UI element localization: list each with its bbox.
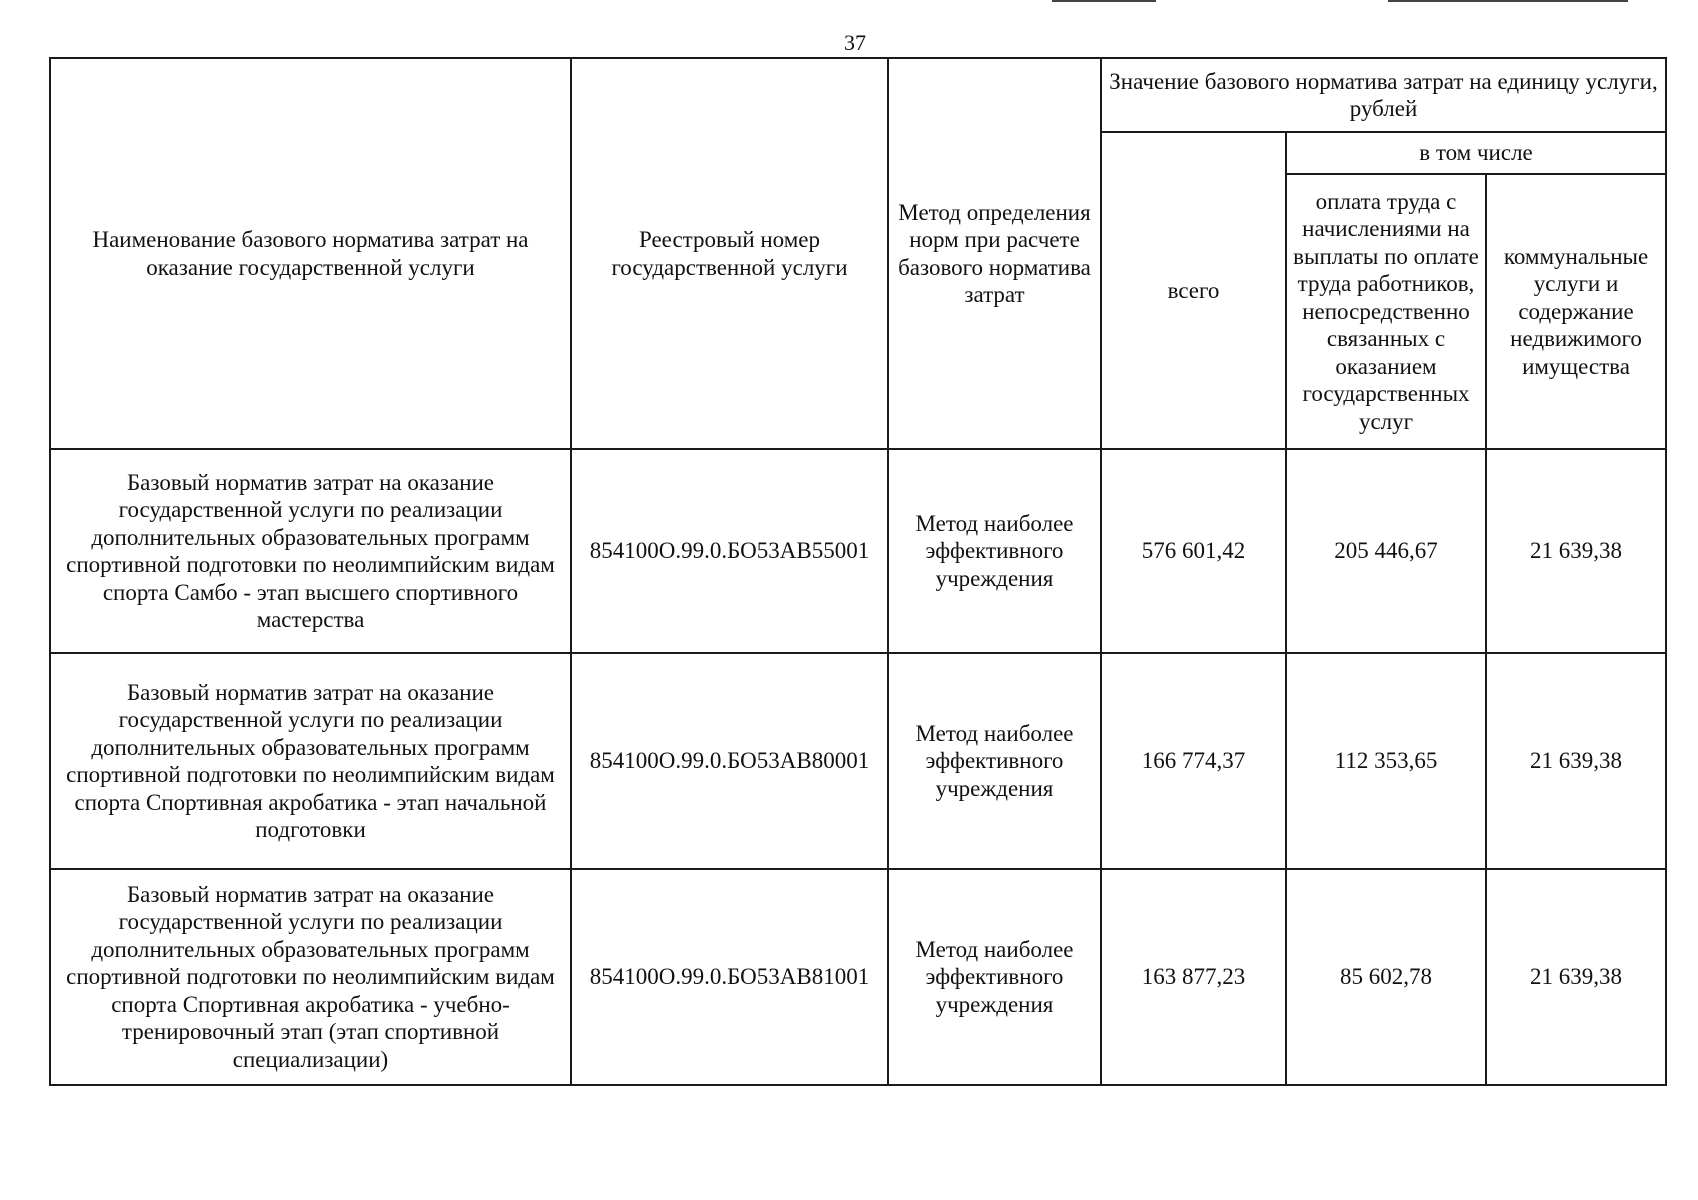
top-edge-rule-right [1388, 0, 1628, 2]
row-total: 166 774,37 [1101, 653, 1286, 869]
row-name: Базовый норматив затрат на оказание государственной услуги по реализации дополнительных образовательных программ спортивной подготовки по неолимпийским видам спорта Самбо - этап высшего спортивного мастерства [50, 449, 571, 653]
row-method: Метод наиболее эффективного учреждения [888, 653, 1101, 869]
top-edge-rule-left [1052, 0, 1156, 2]
row-registry-number: 854100О.99.0.БО53АВ81001 [571, 869, 888, 1085]
row-labor: 205 446,67 [1286, 449, 1486, 653]
header-utilities: коммунальные услуги и содержание недвижимого имущества [1486, 174, 1666, 449]
row-name: Базовый норматив затрат на оказание государственной услуги по реализации дополнительных образовательных программ спортивной подготовки по неолимпийским видам спорта Спортивная акробатика - этап начальной подготовки [50, 653, 571, 869]
table-row [50, 449, 1666, 653]
row-utilities: 21 639,38 [1486, 653, 1666, 869]
header-registry-number: Реестровый номер государственной услуги [571, 58, 888, 449]
page-number: 37 [844, 30, 866, 55]
row-method: Метод наиболее эффективного учреждения [888, 869, 1101, 1085]
row-registry-number: 854100О.99.0.БО53АВ80001 [571, 653, 888, 869]
header-method: Метод определения норм при расчете базового норматива затрат [888, 58, 1101, 449]
row-name: Базовый норматив затрат на оказание государственной услуги по реализации дополнительных образовательных программ спортивной подготовки по неолимпийским видам спорта Спортивная акробатика - учебно-тренировочный этап (этап спортивной специализации) [50, 869, 571, 1085]
row-utilities: 21 639,38 [1486, 869, 1666, 1085]
header-total: всего [1101, 132, 1286, 449]
header-name: Наименование базового норматива затрат на оказание государственной услуги [50, 58, 571, 449]
row-total: 576 601,42 [1101, 449, 1286, 653]
table-row [50, 653, 1666, 869]
header-value-group: Значение базового норматива затрат на единицу услуги, рублей [1101, 58, 1666, 132]
row-method: Метод наиболее эффективного учреждения [888, 449, 1101, 653]
row-registry-number: 854100О.99.0.БО53АВ55001 [571, 449, 888, 653]
header-row-1 [50, 58, 1666, 132]
header-labor: оплата труда с начислениями на выплаты по оплате труда работников, непосредственно связанных с оказанием государственных услуг [1286, 174, 1486, 449]
cost-norms-table [49, 57, 1667, 1086]
row-total: 163 877,23 [1101, 869, 1286, 1085]
table-row [50, 869, 1666, 1085]
row-utilities: 21 639,38 [1486, 449, 1666, 653]
row-labor: 112 353,65 [1286, 653, 1486, 869]
header-including: в том числе [1286, 132, 1666, 174]
row-labor: 85 602,78 [1286, 869, 1486, 1085]
